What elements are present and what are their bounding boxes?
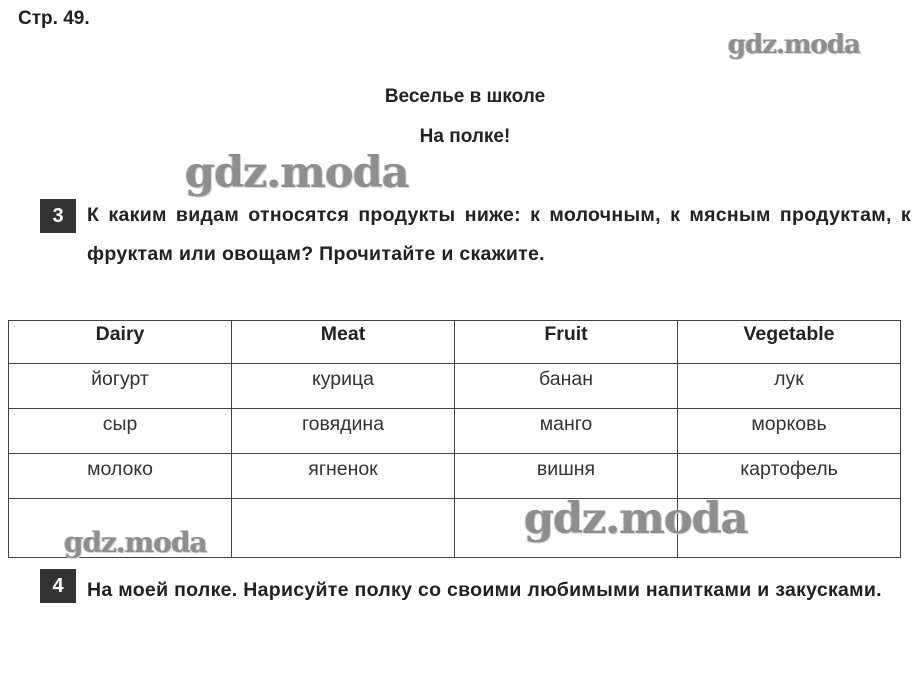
task-number-badge: 3 (40, 199, 76, 233)
table-header-row (9, 321, 901, 364)
table-row (9, 454, 901, 499)
table-cell: йогурт (9, 364, 232, 409)
watermark: gdz.moda (728, 30, 861, 60)
food-category-table (8, 320, 901, 558)
table-cell: ягненок (232, 454, 455, 499)
watermark: gdz.moda (524, 494, 748, 544)
table-cell: картофель (678, 454, 901, 499)
table-cell: молоко (9, 454, 232, 499)
watermark: gdz.moda (64, 526, 207, 559)
task-number-badge: 4 (40, 569, 76, 603)
watermark: gdz.moda (185, 148, 409, 198)
table-cell: манго (455, 409, 678, 454)
column-header: Vegetable (678, 321, 901, 364)
table-cell: лук (678, 364, 901, 409)
column-header: Fruit (455, 321, 678, 364)
table-cell: говядина (232, 409, 455, 454)
table-cell: вишня (455, 454, 678, 499)
table-cell: морковь (678, 409, 901, 454)
table-row (9, 409, 901, 454)
task-4-text: На моей полке. Нарисуйте полку со своими любимыми напитками и закусками. (87, 579, 882, 601)
page-number-label: Стр. 49. (18, 8, 90, 29)
column-header: Dairy (9, 321, 232, 364)
table-cell: курица (232, 364, 455, 409)
section-title: Веселье в школе (384, 86, 546, 107)
column-header: Meat (232, 321, 455, 364)
table-row (9, 364, 901, 409)
section-subtitle: На полке! (419, 126, 511, 147)
table-cell-empty[interactable] (232, 499, 455, 558)
table-cell: сыр (9, 409, 232, 454)
table-cell: банан (455, 364, 678, 409)
task-3-text: К каким видам относятся продукты ниже: к молочным, к мясным продуктам, к фруктам или овощам? Прочитайте и скажите. (87, 204, 911, 265)
